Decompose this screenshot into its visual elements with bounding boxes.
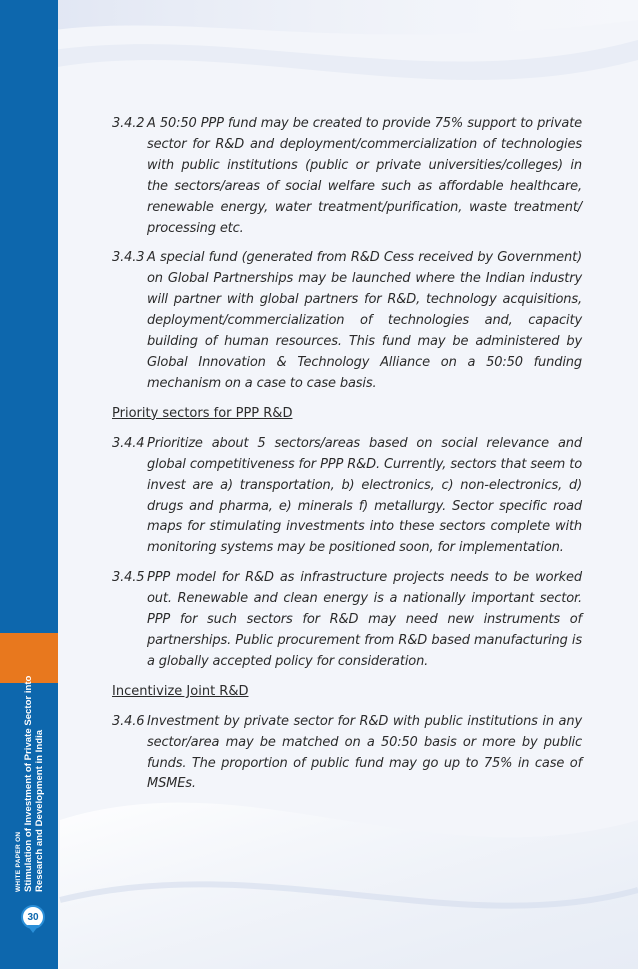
paragraph-number: 3.4.2 (112, 116, 145, 131)
sidebar-title-line1: Stimulation of Investment of Private Sector into (23, 675, 34, 892)
paragraph-text: A 50:50 PPP fund may be created to provide 75% support to private sector for R&D and deployment/commercialization of technologies with public institutions (public or private universities/colleges) in the sectors/areas of social welfare such as affordable healthcare, renewable energy, water treatment/purification, waste treatment/ processing etc. (147, 116, 582, 236)
paragraph-text: PPP model for R&D as infrastructure projects needs to be worked out. Renewable and clean energy is a nationally important sector. PPP for such sectors for R&D may need new instruments of partnerships. Public procurement from R&D based manufacturing is a globally accepted policy for consideration. (147, 570, 582, 669)
page-number-badge: 30 (21, 905, 45, 929)
paragraph-number: 3.4.5 (112, 570, 145, 586)
sidebar-title-line2: Research and Development in India (34, 729, 45, 892)
paragraph-text: Investment by private sector for R&D with public institutions in any sector/area may be matched on a 50:50 basis or more by public funds. The proportion of public fund may go up to 75% in case of MSMEs. (147, 713, 582, 792)
paragraph-text: Prioritize about 5 sectors/areas based on social relevance and global competitiveness for PPP R&D. Currently, sectors that seem to invest are a) transportation, b) electronics, c) non-electronics, d) drugs and pharma, e) minerals f) metallurgy. Sector specific road maps for stimulating investments into these sectors complete with monitoring systems may be positioned soon, for implementation. (147, 435, 582, 556)
heading-incentivize-joint-rd: Incentivize Joint R&D (112, 683, 249, 699)
paragraph-3-4-3 (112, 248, 582, 394)
page-badge-pointer-icon (27, 925, 39, 933)
paragraph-3-4-2 (112, 114, 582, 239)
sidebar-label-small: WHITE PAPER ON (15, 831, 22, 892)
paragraph-3-4-6 (112, 712, 582, 796)
paragraph-text: A special fund (generated from R&D Cess received by Government) on Global Partnerships may be launched where the Indian industry will partner with global partners for R&D, technology acquisitions, deployment/commercialization of technologies and, capacity building of human resources. This fund may be administered by Global Innovation & Technology Alliance on a 50:50 funding mechanism on a case to case basis. (147, 250, 582, 391)
document-body (112, 114, 582, 804)
paragraph-number: 3.4.4 (112, 435, 145, 451)
paragraph-number: 3.4.3 (112, 250, 145, 266)
paragraph-3-4-4 (112, 434, 582, 559)
paragraph-3-4-5 (112, 568, 582, 673)
paragraph-number: 3.4.6 (112, 713, 145, 729)
heading-priority-sectors: Priority sectors for PPP R&D (112, 405, 293, 421)
sidebar-title (14, 676, 45, 892)
